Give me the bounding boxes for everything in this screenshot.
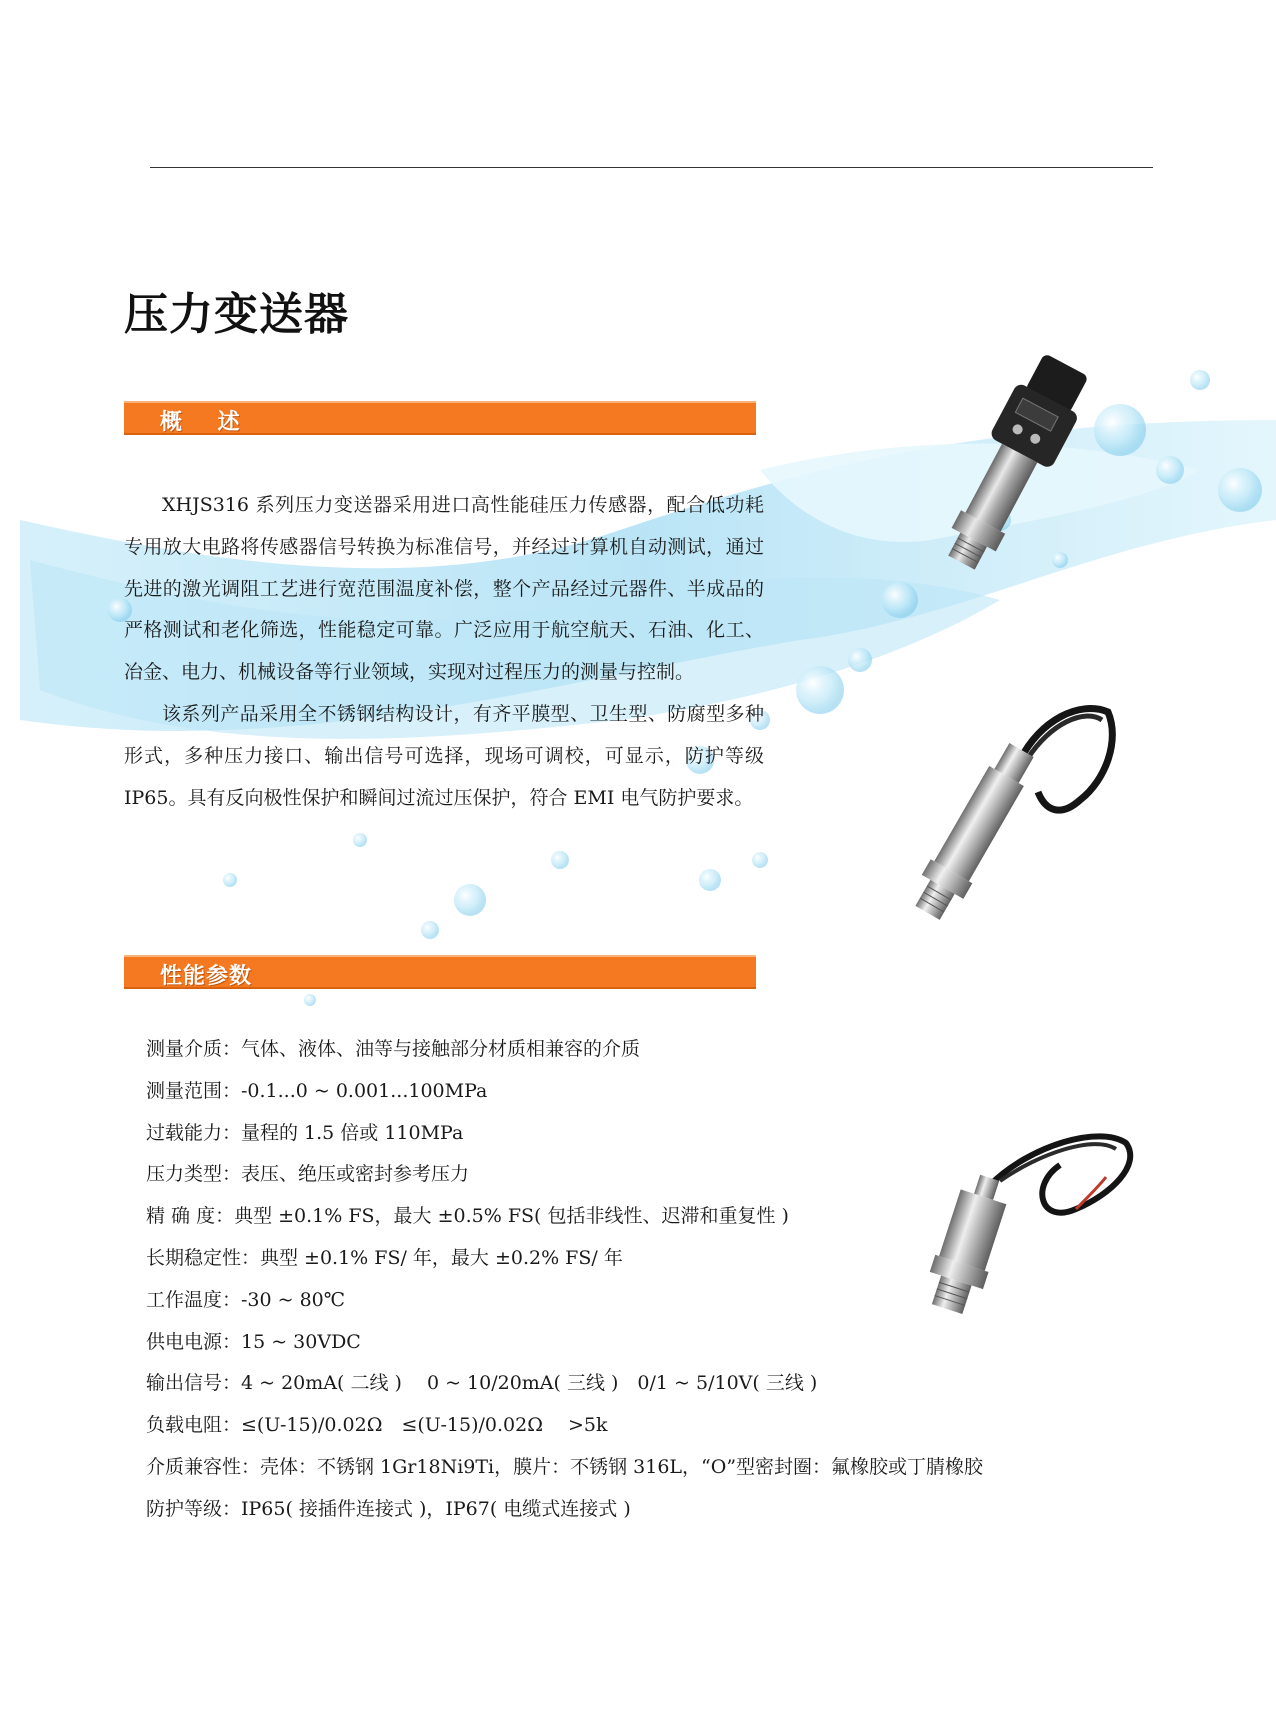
spec-row: 供电电源：15 ~ 30VDC <box>146 1330 361 1353</box>
product-image-transmitter-cable <box>870 700 1130 950</box>
overview-paragraph: XHJS316 系列压力变送器采用进口高性能硅压力传感器，配合低功耗专用放大电路将传感器信号转换为标准信号，并经过计算机自动测试，通过先进的激光调阻工艺进行宽范围温度补偿，整个产品经过元器件、半成品的严格测试和老化筛选，性能稳定可靠。广泛应用于航空航天、石油、化工、冶金、电力、机械设备等行业领域，实现对过程压力的测量与控制。 <box>124 494 764 684</box>
spec-row: 工作温度：-30 ~ 80℃ <box>146 1288 346 1311</box>
spec-row: 输出信号：4 ~ 20mA( 二线 ) 0 ~ 10/20mA( 三线 ) 0/1 ~ 5/10V( 三线 ) <box>146 1372 818 1395</box>
section-heading-overview: 概 述 <box>160 410 254 435</box>
header-rule <box>150 167 1153 168</box>
spec-row: 测量介质：气体、液体、油等与接触部分材质相兼容的介质 <box>146 1038 641 1060</box>
overview-text <box>124 485 764 819</box>
spec-row: 过载能力：量程的 1.5 倍或 110MPa <box>146 1121 464 1144</box>
spec-row: 负载电阻：≤(U-15)/0.02Ω ≤(U-15)/0.02Ω >5k <box>146 1414 608 1437</box>
spec-row: 介质兼容性：壳体：不锈钢 1Gr18Ni9Ti，膜片：不锈钢 316L，“O”型密封圈：氟橡胶或丁腈橡胶 <box>146 1455 984 1478</box>
spec-row: 防护等级：IP65( 接插件连接式 )，IP67( 电缆式连接式 ) <box>146 1497 631 1520</box>
product-image-transmitter-display <box>870 340 1120 580</box>
spec-row: 压力类型：表压、绝压或密封参考压力 <box>146 1163 470 1186</box>
overview-paragraph: 该系列产品采用全不锈钢结构设计，有齐平膜型、卫生型、防腐型多种形式，多种压力接口、输出信号可选择，现场可调校，可显示，防护等级 IP65。具有反向极性保护和瞬间过流过压保护，符合 EMI 电气防护要求。 <box>124 702 764 809</box>
spec-row: 长期稳定性：典型 ±0.1% FS/ 年，最大 ±0.2% FS/ 年 <box>146 1246 623 1269</box>
spec-row: 精 确 度：典型 ±0.1% FS，最大 ±0.5% FS( 包括非线性、迟滞和重复性 ) <box>146 1205 789 1228</box>
section-header-overview <box>124 401 756 435</box>
specs-list <box>146 1029 1106 1531</box>
section-heading-specs: 性能参数 <box>160 964 253 989</box>
section-header-specs <box>124 955 756 989</box>
spec-row: 测量范围：-0.1...0 ~ 0.001...100MPa <box>146 1079 488 1102</box>
page-title: 压力变送器 <box>124 289 349 340</box>
